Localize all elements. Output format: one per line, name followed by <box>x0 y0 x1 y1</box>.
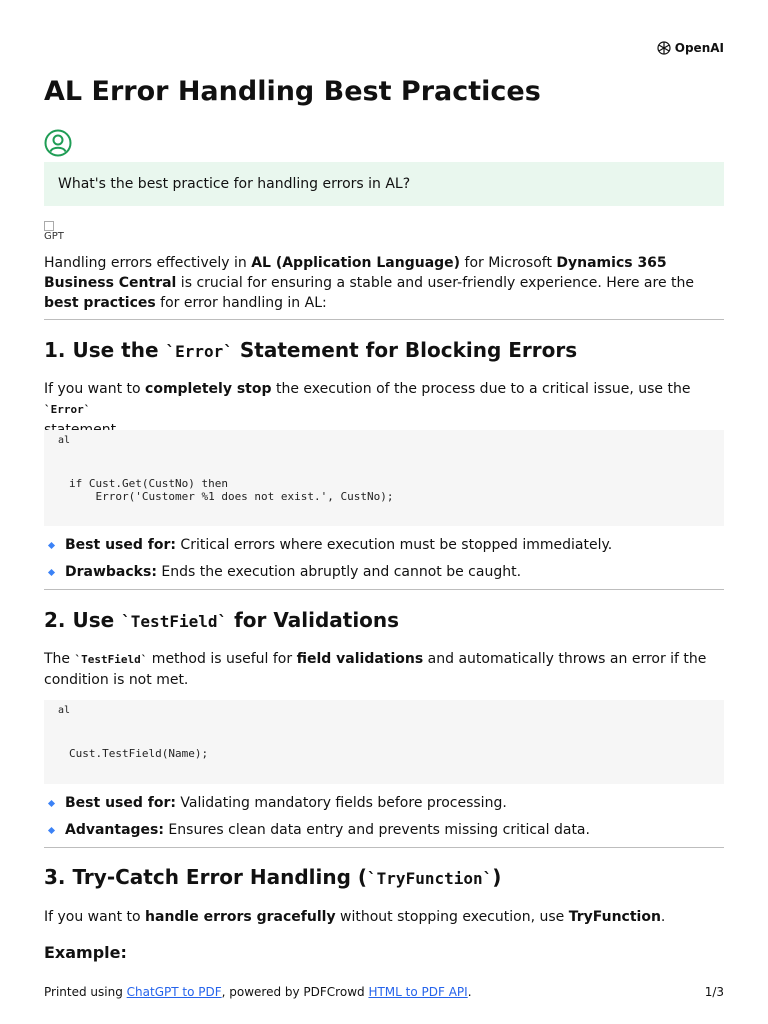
bullet-diamond-icon <box>48 800 55 807</box>
bullet-diamond-icon <box>48 542 55 549</box>
code-block-1 <box>44 430 724 526</box>
list-item: Best used for: Validating mandatory fields before processing. <box>44 790 724 817</box>
broken-image-icon <box>44 221 54 231</box>
section-2-paragraph: The `TestField` method is useful for field validations and automatically throws an error if the condition is not met. <box>44 651 707 688</box>
footer <box>44 985 724 999</box>
section-2-heading: 2. Use `TestField` for Validations <box>44 608 400 632</box>
openai-knot-icon <box>656 40 672 56</box>
gpt-avatar-alt: GPT <box>44 231 64 242</box>
openai-logo <box>656 40 724 56</box>
user-avatar-icon <box>44 129 72 157</box>
intro-paragraph: Handling errors effectively in AL (Application Language) for Microsoft Dynamics 365 Business Central is crucial for ensuring a stable and user-friendly experience. Here are the best practices for error handling in AL: <box>44 255 694 311</box>
list-item: Best used for: Critical errors where execution must be stopped immediately. <box>44 532 724 559</box>
example-label: Example: <box>44 943 127 962</box>
page-number: 1/3 <box>704 985 724 999</box>
footer-credits: Printed using ChatGPT to PDF, powered by PDFCrowd HTML to PDF API. <box>44 985 472 999</box>
code-language-label: al <box>58 705 71 716</box>
bullet-diamond-icon <box>48 569 55 576</box>
section-3-paragraph: If you want to handle errors gracefully without stopping execution, use TryFunction. <box>44 909 666 925</box>
section-1-paragraph: If you want to completely stop the execution of the process due to a critical issue, use the `Error` <box>44 381 691 416</box>
section-1-bullets <box>44 532 724 586</box>
bullet-diamond-icon <box>48 827 55 834</box>
divider <box>44 847 724 848</box>
chatgpt-to-pdf-link[interactable]: ChatGPT to PDF <box>126 985 222 999</box>
section-2-bullets <box>44 790 724 844</box>
code-block-2 <box>44 700 724 784</box>
section-3-heading: 3. Try-Catch Error Handling (`TryFunction`) <box>44 865 502 889</box>
page-title: AL Error Handling Best Practices <box>44 76 541 107</box>
divider <box>44 319 724 320</box>
section-1-heading: 1. Use the `Error` Statement for Blocking Errors <box>44 338 578 362</box>
code-content: Cust.TestField(Name); <box>69 747 209 760</box>
list-item: Drawbacks: Ends the execution abruptly and cannot be caught. <box>44 559 724 586</box>
gpt-avatar-image <box>44 221 72 247</box>
user-question: What's the best practice for handling errors in AL? <box>44 162 724 206</box>
code-content: if Cust.Get(CustNo) then Error('Customer %1 does not exist.', CustNo); <box>69 477 394 503</box>
list-item: Advantages: Ensures clean data entry and prevents missing critical data. <box>44 817 724 844</box>
divider <box>44 589 724 590</box>
logo-text: OpenAI <box>674 41 724 55</box>
html-to-pdf-api-link[interactable]: HTML to PDF API <box>368 985 468 999</box>
code-language-label: al <box>58 435 71 446</box>
